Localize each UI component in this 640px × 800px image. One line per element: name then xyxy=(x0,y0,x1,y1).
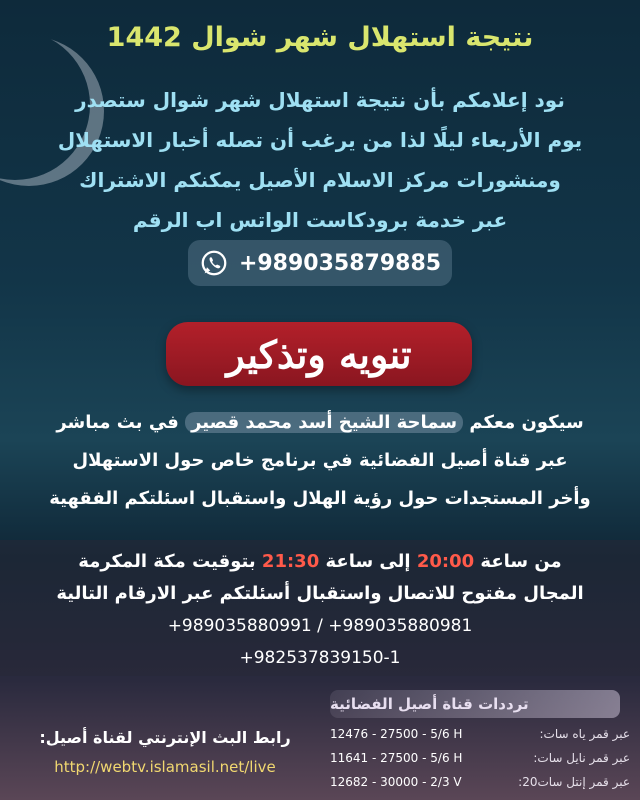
program-line: عبر قناة أصيل الفضائية في برنامج خاص حول الاستهلال xyxy=(72,450,568,471)
whatsapp-number: +989035879885 xyxy=(238,250,442,276)
call-numbers[interactable]: +989035880991 / +989035880981 xyxy=(167,616,473,636)
schedule-text: من ساعة xyxy=(474,551,562,572)
intro-line: عبر خدمة برودكاست الواتس اب الرقم xyxy=(132,208,508,232)
frequency-row xyxy=(330,722,630,746)
schedule-info xyxy=(30,546,610,674)
schedule-text: بتوقيت مكة المكرمة xyxy=(78,551,262,572)
intro-line: ومنشورات مركز الاسلام الأصيل يمكنكم الاشتراك xyxy=(79,168,561,192)
presenter-name: سماحة الشيخ أسد محمد قصير xyxy=(185,412,463,433)
reminder-banner xyxy=(166,322,472,386)
start-time: 20:00 xyxy=(416,551,475,572)
program-info xyxy=(30,404,610,518)
program-text: في بث مباشر xyxy=(56,412,186,433)
schedule-call-line: المجال مفتوح للاتصال واستقبال أسئلتكم عبر الارقام التالية xyxy=(56,583,584,604)
satellite-name: عبر قمر نايل سات: xyxy=(533,751,630,765)
program-line: وأخر المستجدات حول رؤية الهلال واستقبال اسئلتكم الفقهية xyxy=(49,488,591,509)
frequency-row xyxy=(330,770,630,794)
schedule-text: إلى ساعة xyxy=(319,551,417,572)
satellite-name: عبر قمر إنتل سات20: xyxy=(518,775,630,789)
frequencies-list xyxy=(330,722,630,794)
reminder-label: تنويه وتذكير xyxy=(226,331,412,377)
page-title: نتيجة استهلال شهر شوال 1442 xyxy=(106,22,534,53)
frequency-row xyxy=(330,746,630,770)
intro-text xyxy=(40,80,600,240)
end-time: 21:30 xyxy=(261,551,320,572)
frequency-value: 11641 - 27500 - 5/6 H xyxy=(330,751,463,765)
call-numbers[interactable]: +982537839150-1 xyxy=(239,648,401,668)
whatsapp-icon xyxy=(199,248,229,278)
frequency-value: 12476 - 27500 - 5/6 H xyxy=(330,727,463,741)
whatsapp-number-pill[interactable] xyxy=(188,240,452,286)
web-stream-title: رابط البث الإنترنتي لقناة أصيل: xyxy=(39,728,291,747)
intro-line: نود إعلامكم بأن نتيجة استهلال شهر شوال ستصدر xyxy=(75,88,565,112)
frequencies-title: ترددات قناة أصيل الفضائية xyxy=(330,690,620,718)
program-line xyxy=(30,404,610,442)
frequency-value: 12682 - 30000 - 2/3 V xyxy=(330,775,462,789)
web-stream-link[interactable]: http://webtv.islamasil.net/live xyxy=(54,758,276,776)
schedule-time-line xyxy=(30,546,610,578)
program-text: سيكون معكم xyxy=(463,412,584,433)
intro-line: يوم الأربعاء ليلًا لذا من يرغب أن تصله أخبار الاستهلال xyxy=(57,128,583,152)
satellite-name: عبر قمر ياه سات: xyxy=(539,727,630,741)
